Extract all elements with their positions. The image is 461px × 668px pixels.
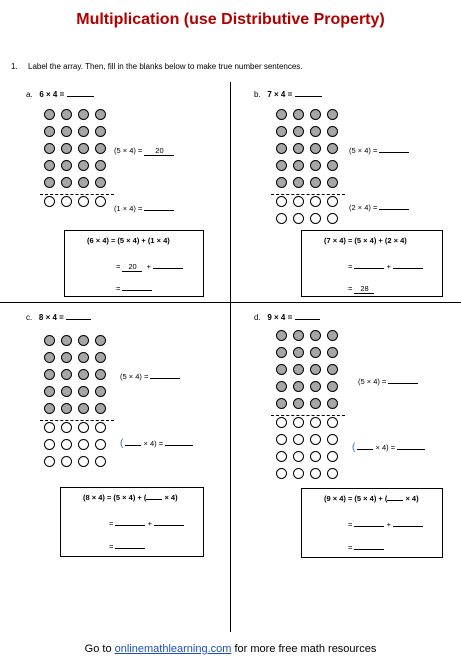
filled-dot: [276, 160, 287, 171]
problem-d-box-title-a: (9 × 4) = (5 × 4) + (: [324, 494, 388, 503]
problem-a-row1-plus: +: [146, 262, 152, 271]
problem-b-letter: b.: [254, 90, 261, 99]
problem-b-expression: 7 × 4 =: [267, 90, 293, 99]
filled-dot: [95, 126, 106, 137]
filled-dot: [293, 160, 304, 171]
filled-dot: [293, 398, 304, 409]
problem-a-box-row2: [116, 284, 152, 293]
problem-a-letter: a.: [26, 90, 33, 99]
problem-d-dashed-line: [271, 415, 345, 416]
empty-dot: [310, 417, 321, 428]
filled-dot: [44, 177, 55, 188]
filled-dot: [95, 335, 106, 346]
empty-dot: [276, 434, 287, 445]
problem-d-line1-text: (5 × 4) =: [358, 377, 387, 386]
filled-dot: [44, 369, 55, 380]
empty-dot: [293, 468, 304, 479]
problem-c-expression: 8 × 4 =: [38, 313, 64, 322]
empty-dot: [310, 213, 321, 224]
filled-dot: [78, 109, 89, 120]
problem-c-line2-open: (: [120, 438, 124, 449]
problem-a-line2-blank[interactable]: [144, 210, 174, 211]
problem-a-line2: [114, 204, 174, 213]
problem-c-box-row2: [109, 542, 145, 551]
filled-dot: [327, 177, 338, 188]
filled-dot: [310, 177, 321, 188]
problem-d-box-row2: [348, 543, 384, 552]
filled-dot: [310, 109, 321, 120]
filled-dot: [276, 347, 287, 358]
filled-dot: [44, 109, 55, 120]
instruction-number: 1.: [11, 62, 18, 71]
problem-d-line2-open: (: [352, 442, 356, 453]
filled-dot: [61, 177, 72, 188]
empty-dot: [95, 196, 106, 207]
problem-b-row2-eq: =: [348, 284, 353, 293]
problem-b-line1-blank[interactable]: [379, 152, 409, 153]
footer-link[interactable]: onlinemathlearning.com: [114, 643, 232, 655]
filled-dot: [95, 177, 106, 188]
filled-dot: [276, 381, 287, 392]
empty-dot: [276, 213, 287, 224]
filled-dot: [293, 143, 304, 154]
filled-dot: [61, 126, 72, 137]
empty-dot: [95, 439, 106, 450]
filled-dot: [61, 143, 72, 154]
empty-dot: [327, 451, 338, 462]
problem-a-line1-blank[interactable]: [144, 146, 174, 156]
problem-d-box-title-blank[interactable]: [387, 500, 403, 501]
problem-a-expression: 6 × 4 =: [39, 90, 65, 99]
filled-dot: [78, 386, 89, 397]
empty-dot: [44, 196, 55, 207]
problem-a-line2-text: (1 × 4) =: [114, 204, 143, 213]
problem-a-equation-box: [64, 230, 204, 297]
empty-dot: [78, 456, 89, 467]
filled-dot: [78, 126, 89, 137]
problem-a-row1-eq: =: [116, 262, 121, 271]
filled-dot: [293, 126, 304, 137]
problem-c-box-row1: [109, 519, 184, 528]
filled-dot: [276, 143, 287, 154]
problem-b-box-row1: [348, 262, 423, 271]
footer: [0, 643, 461, 655]
problem-d-box-row1: [348, 520, 423, 529]
footer-prefix: Go to: [84, 643, 115, 655]
vertical-divider: [230, 82, 231, 632]
problem-a-line1-text: (5 × 4) =: [114, 146, 143, 155]
filled-dot: [44, 160, 55, 171]
filled-dot: [327, 143, 338, 154]
filled-dot: [95, 403, 106, 414]
problem-b-row2-blank[interactable]: [354, 284, 374, 294]
problem-b-row1-eq: =: [348, 262, 353, 271]
problem-b-line1-text: (5 × 4) =: [349, 146, 378, 155]
filled-dot: [327, 160, 338, 171]
empty-dot: [327, 196, 338, 207]
problem-d-expression: 9 × 4 =: [267, 313, 293, 322]
filled-dot: [327, 109, 338, 120]
problem-c-box-title-b: × 4): [164, 493, 178, 502]
filled-dot: [78, 352, 89, 363]
problem-d-row1-eq: =: [348, 520, 353, 529]
problem-b-box-title: (7 × 4) = (5 × 4) + (2 × 4): [324, 236, 407, 245]
empty-dot: [293, 213, 304, 224]
empty-dot: [44, 439, 55, 450]
horizontal-divider: [0, 302, 461, 303]
problem-c-equation-box: [60, 487, 204, 557]
empty-dot: [293, 434, 304, 445]
problem-c-header: [26, 313, 91, 322]
problem-c-row2-eq: =: [109, 542, 114, 551]
problem-c-row2-blank[interactable]: [115, 548, 145, 549]
empty-dot: [327, 417, 338, 428]
filled-dot: [276, 109, 287, 120]
empty-dot: [310, 451, 321, 462]
problem-d-answer-blank[interactable]: [295, 319, 320, 320]
problem-a-line1-answer: 20: [155, 146, 164, 155]
problem-b-dashed-line: [271, 194, 345, 195]
problem-a-dashed-line: [40, 194, 114, 195]
filled-dot: [61, 109, 72, 120]
problem-d-row2-eq: =: [348, 543, 353, 552]
filled-dot: [293, 364, 304, 375]
problem-a-row1-blank2[interactable]: [153, 268, 183, 269]
problem-c-answer-blank[interactable]: [66, 319, 91, 320]
filled-dot: [327, 398, 338, 409]
problem-b-row1-blank1[interactable]: [354, 268, 384, 269]
filled-dot: [293, 347, 304, 358]
empty-dot: [310, 468, 321, 479]
empty-dot: [44, 456, 55, 467]
filled-dot: [310, 126, 321, 137]
empty-dot: [310, 196, 321, 207]
filled-dot: [44, 143, 55, 154]
page-title: Multiplication (use Distributive Property): [76, 11, 385, 28]
filled-dot: [293, 177, 304, 188]
empty-dot: [61, 196, 72, 207]
filled-dot: [78, 369, 89, 380]
filled-dot: [95, 369, 106, 380]
empty-dot: [61, 439, 72, 450]
problem-b-row2-answer: 28: [360, 284, 369, 293]
problem-c-box-title-blank[interactable]: [146, 499, 162, 500]
instruction: [11, 62, 303, 71]
filled-dot: [44, 403, 55, 414]
problem-b-line2: [349, 203, 409, 212]
filled-dot: [310, 143, 321, 154]
filled-dot: [327, 364, 338, 375]
filled-dot: [95, 352, 106, 363]
filled-dot: [78, 335, 89, 346]
problem-d-row1-plus: +: [386, 520, 391, 529]
problem-c-line2-blank2[interactable]: [165, 445, 193, 446]
filled-dot: [327, 381, 338, 392]
problem-b-equation-box: [301, 230, 443, 297]
problem-b-box-row2: [348, 284, 374, 294]
problem-d-box-title: [324, 494, 419, 503]
filled-dot: [310, 398, 321, 409]
filled-dot: [327, 126, 338, 137]
footer-suffix: for more free math resources: [231, 643, 377, 655]
filled-dot: [293, 109, 304, 120]
problem-d-row2-blank[interactable]: [354, 549, 384, 550]
filled-dot: [44, 386, 55, 397]
problem-b-answer-blank[interactable]: [295, 96, 322, 97]
filled-dot: [78, 143, 89, 154]
problem-d-line1: [358, 377, 418, 386]
filled-dot: [44, 352, 55, 363]
problem-a-row2-blank[interactable]: [122, 290, 152, 291]
problem-d-row1-blank2[interactable]: [393, 526, 423, 527]
empty-dot: [78, 439, 89, 450]
problem-c-line2: [120, 438, 193, 449]
filled-dot: [327, 347, 338, 358]
empty-dot: [310, 434, 321, 445]
empty-dot: [61, 456, 72, 467]
problem-c-dashed-line: [40, 420, 114, 421]
empty-dot: [276, 417, 287, 428]
empty-dot: [78, 422, 89, 433]
empty-dot: [276, 196, 287, 207]
problem-c-line2-blank1[interactable]: [125, 445, 141, 446]
problem-d-letter: d.: [254, 313, 261, 322]
problem-c-row1-plus: +: [147, 519, 152, 528]
problem-d-line2-blank1[interactable]: [357, 449, 373, 450]
empty-dot: [327, 434, 338, 445]
filled-dot: [61, 160, 72, 171]
problem-d-line2-blank2[interactable]: [397, 449, 425, 450]
empty-dot: [276, 468, 287, 479]
problem-c-letter: c.: [26, 313, 33, 322]
filled-dot: [61, 335, 72, 346]
problem-a-box-row1: [116, 262, 183, 272]
filled-dot: [44, 335, 55, 346]
problem-b-line2-blank[interactable]: [379, 209, 409, 210]
filled-dot: [276, 330, 287, 341]
empty-dot: [327, 213, 338, 224]
problem-a-answer-blank[interactable]: [67, 96, 94, 97]
filled-dot: [78, 177, 89, 188]
empty-dot: [95, 422, 106, 433]
filled-dot: [293, 330, 304, 341]
problem-d-header: [254, 313, 320, 322]
empty-dot: [293, 451, 304, 462]
empty-dot: [276, 451, 287, 462]
problem-b-row1-plus: +: [386, 262, 391, 271]
filled-dot: [276, 126, 287, 137]
filled-dot: [95, 109, 106, 120]
filled-dot: [44, 126, 55, 137]
empty-dot: [95, 456, 106, 467]
problem-c-row1-blank2[interactable]: [154, 525, 184, 526]
problem-a-row2-eq: =: [116, 284, 121, 293]
empty-dot: [78, 196, 89, 207]
problem-c-line1-text: (5 × 4) =: [120, 372, 149, 381]
instruction-text: Label the array. Then, fill in the blanks below to make true number sentences.: [28, 62, 303, 71]
filled-dot: [61, 386, 72, 397]
filled-dot: [276, 398, 287, 409]
problem-a-row1-answer: 20: [128, 262, 137, 271]
empty-dot: [61, 422, 72, 433]
filled-dot: [327, 330, 338, 341]
empty-dot: [327, 468, 338, 479]
problem-c-box-title-a: (8 × 4) = (5 × 4) + (: [83, 493, 147, 502]
filled-dot: [276, 177, 287, 188]
filled-dot: [293, 381, 304, 392]
problem-c-box-title: [83, 493, 178, 502]
filled-dot: [78, 403, 89, 414]
problem-c-row1-blank1[interactable]: [115, 525, 145, 526]
problem-b-line1: [349, 146, 409, 155]
problem-a-row1-blank1[interactable]: [122, 262, 142, 272]
problem-c-line1-blank[interactable]: [150, 378, 180, 379]
problem-c-row1-eq: =: [109, 519, 114, 528]
problem-b-header: [254, 90, 322, 99]
filled-dot: [310, 364, 321, 375]
filled-dot: [61, 369, 72, 380]
problem-a-header: [26, 90, 94, 99]
empty-dot: [293, 196, 304, 207]
problem-d-line2: [352, 442, 425, 453]
problem-d-box-title-b: × 4): [405, 494, 419, 503]
filled-dot: [95, 143, 106, 154]
problem-a-box-title: (6 × 4) = (5 × 4) + (1 × 4): [87, 236, 170, 245]
empty-dot: [44, 422, 55, 433]
filled-dot: [310, 347, 321, 358]
filled-dot: [310, 381, 321, 392]
filled-dot: [61, 352, 72, 363]
problem-b-row1-blank2[interactable]: [393, 268, 423, 269]
problem-d-row1-blank1[interactable]: [354, 526, 384, 527]
filled-dot: [95, 386, 106, 397]
filled-dot: [310, 160, 321, 171]
problem-c-line1: [120, 372, 180, 381]
problem-c-line2-text: × 4) =: [143, 439, 164, 448]
filled-dot: [276, 364, 287, 375]
problem-b-line2-text: (2 × 4) =: [349, 203, 378, 212]
filled-dot: [78, 160, 89, 171]
problem-d-line2-text: × 4) =: [375, 443, 396, 452]
filled-dot: [310, 330, 321, 341]
filled-dot: [95, 160, 106, 171]
problem-d-line1-blank[interactable]: [388, 383, 418, 384]
empty-dot: [293, 417, 304, 428]
problem-a-line1: [114, 146, 174, 156]
filled-dot: [61, 403, 72, 414]
problem-d-equation-box: [301, 488, 443, 558]
